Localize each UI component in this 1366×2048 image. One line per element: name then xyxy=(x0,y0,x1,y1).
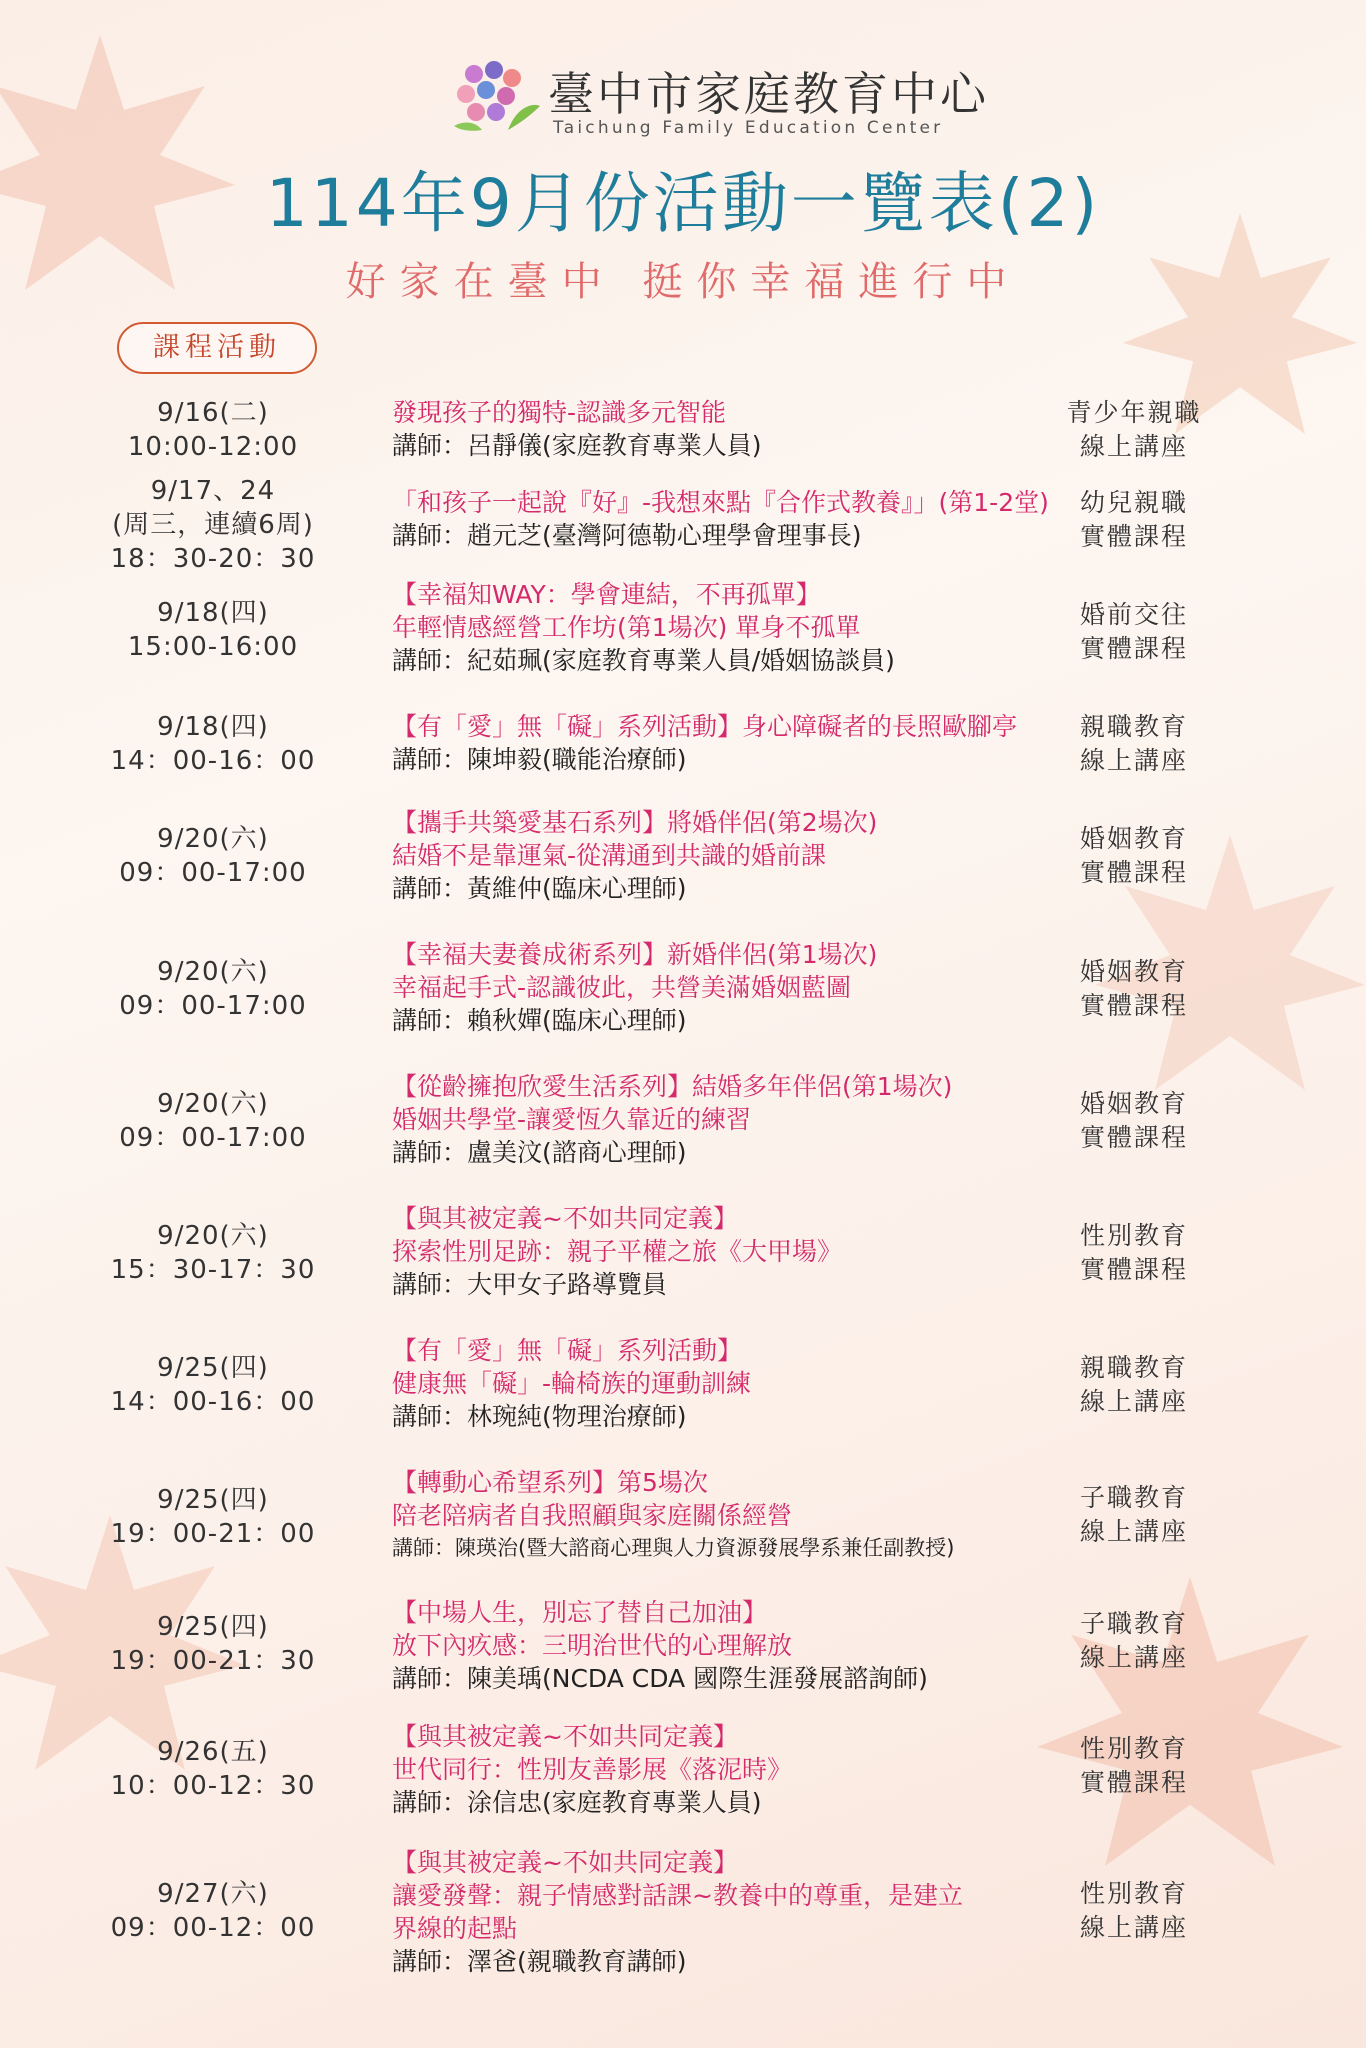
slogan: 好家在臺中 挺你幸福進行中 xyxy=(345,259,1021,305)
activity-title-line: 放下內疚感：三明治世代的心理解放 xyxy=(392,1631,793,1660)
activity-title-line: 【從齡擁抱欣愛生活系列】結婚多年伴侶(第1場次) xyxy=(392,1072,953,1101)
activity-title-line: 年輕情感經營工作坊(第1場次) 單身不孤單 xyxy=(392,613,861,642)
activity-speaker: 講師：黃維仲(臨床心理師) xyxy=(392,874,687,903)
activity-content xyxy=(392,1070,1042,1169)
activity-category xyxy=(1054,1732,1214,1800)
activity-category xyxy=(1054,486,1214,554)
activity-category xyxy=(1054,598,1214,666)
activity-category-format: 線上講座 xyxy=(1079,432,1188,461)
activity-date-day: 9/20(六) xyxy=(157,824,269,854)
activity-category-type: 婚前交往 xyxy=(1079,600,1188,629)
activity-category-type: 親職教育 xyxy=(1079,1353,1188,1382)
activity-date-time: 15:00-16:00 xyxy=(127,632,299,662)
activity-date xyxy=(90,1351,336,1419)
org-name-english: Taichung Family Education Center xyxy=(553,118,944,138)
activity-category-type: 婚姻教育 xyxy=(1079,957,1188,986)
activity-category xyxy=(1054,1877,1214,1945)
activity-speaker: 講師：涂信忠(家庭教育專業人員) xyxy=(392,1788,762,1817)
activity-title-line: 發現孩子的獨特-認識多元智能 xyxy=(392,398,727,427)
activity-content xyxy=(392,710,1042,776)
activity-date-day: 9/26(五) xyxy=(157,1737,269,1767)
activity-speaker: 講師：大甲女子路導覽員 xyxy=(392,1270,668,1299)
activity-date xyxy=(90,396,336,464)
activity-date-day: 9/20(六) xyxy=(157,1221,269,1251)
activity-title-line: 【與其被定義~不如共同定義】 xyxy=(392,1722,738,1751)
activity-date-day: 9/18(四) xyxy=(157,712,269,742)
activity-date xyxy=(90,1610,336,1678)
activity-category xyxy=(1054,1087,1214,1155)
activity-category-format: 實體課程 xyxy=(1079,1123,1188,1152)
activity-category-format: 實體課程 xyxy=(1079,522,1188,551)
activity-category-format: 線上講座 xyxy=(1079,1517,1188,1546)
activity-speaker: 講師：陳美瑀(NCDA CDA 國際生涯發展諮詢師) xyxy=(392,1664,928,1693)
activity-content xyxy=(392,396,1042,462)
activity-category-type: 性別教育 xyxy=(1079,1221,1188,1250)
activity-category xyxy=(1054,1219,1214,1287)
family-center-logo xyxy=(446,56,542,136)
activity-date-day: 9/16(二) xyxy=(157,398,269,428)
activity-date-time: 09：00-12：00 xyxy=(110,1913,316,1943)
activity-date xyxy=(90,596,336,664)
activity-date-time: 10：00-12：30 xyxy=(110,1771,316,1801)
page-header xyxy=(0,0,1366,310)
activity-category-format: 實體課程 xyxy=(1079,634,1188,663)
activity-title-line: 【與其被定義~不如共同定義】 xyxy=(392,1848,738,1877)
activity-date xyxy=(90,1219,336,1287)
activity-title-line: 「和孩子一起說『好』-我想來點『合作式教養』」(第1-2堂) xyxy=(392,488,1049,517)
activity-date-time: 10:00-12:00 xyxy=(127,432,299,462)
activity-category xyxy=(1054,396,1214,464)
activity-date-time: 18：30-20：30 xyxy=(110,544,316,574)
activity-category-format: 線上講座 xyxy=(1079,1913,1188,1942)
activity-category xyxy=(1054,955,1214,1023)
activity-date-time: 09：00-17:00 xyxy=(119,991,307,1021)
activity-content xyxy=(392,1202,1042,1301)
section-label: 課程活動 xyxy=(117,322,317,374)
activity-title-line: 【幸福知WAY：學會連結，不再孤單】 xyxy=(392,580,821,609)
activity-speaker: 講師：盧美汶(諮商心理師) xyxy=(392,1138,687,1167)
activity-speaker: 講師：陳瑛治(暨大諮商心理與人力資源發展學系兼任副教授) xyxy=(392,1536,955,1560)
activity-category-type: 青少年親職 xyxy=(1066,398,1202,427)
activity-content xyxy=(392,1466,1042,1565)
activity-category-format: 實體課程 xyxy=(1079,1255,1188,1284)
activity-title-line: 婚姻共學堂-讓愛恆久靠近的練習 xyxy=(392,1105,752,1134)
activity-title-line: 【與其被定義~不如共同定義】 xyxy=(392,1204,738,1233)
activity-category-type: 性別教育 xyxy=(1079,1734,1188,1763)
activity-speaker: 講師：賴秋嬋(臨床心理師) xyxy=(392,1006,687,1035)
activity-date-day: 9/25(四) xyxy=(157,1353,269,1383)
activity-title-line: 世代同行：性別友善影展《落泥時》 xyxy=(392,1755,793,1784)
page-title: 114年9月份活動一覽表(2) xyxy=(265,165,1101,242)
activity-date xyxy=(90,1735,336,1803)
activity-category xyxy=(1054,1351,1214,1419)
activity-title-line: 讓愛發聲：親子情感對話課~教養中的尊重，是建立 xyxy=(392,1881,963,1910)
activity-category-type: 子職教育 xyxy=(1079,1609,1188,1638)
activity-category-format: 實體課程 xyxy=(1079,1768,1188,1797)
activity-date-day: 9/20(六) xyxy=(157,1089,269,1119)
activity-date xyxy=(90,1877,336,1945)
activity-title-line: 結婚不是靠運氣-從溝通到共識的婚前課 xyxy=(392,841,827,870)
activity-title-line: 【有「愛」無「礙」系列活動】身心障礙者的長照歐腳亭 xyxy=(392,712,1018,741)
activity-category xyxy=(1054,1481,1214,1549)
activity-category-format: 實體課程 xyxy=(1079,858,1188,887)
activity-speaker: 講師：澤爸(親職教育講師) xyxy=(392,1947,687,1976)
activity-content xyxy=(392,1334,1042,1433)
activity-date-time: 09：00-17:00 xyxy=(119,1123,307,1153)
activity-content xyxy=(392,486,1049,552)
activity-date-day: 9/25(四) xyxy=(157,1612,269,1642)
activity-date xyxy=(90,474,336,576)
activity-date-time: (周三，連續6周) xyxy=(112,510,314,540)
activity-date xyxy=(90,822,336,890)
activity-category-type: 親職教育 xyxy=(1079,712,1188,741)
activity-category-type: 性別教育 xyxy=(1079,1879,1188,1908)
activity-content xyxy=(392,806,1042,905)
activity-date-day: 9/20(六) xyxy=(157,957,269,987)
activity-date xyxy=(90,710,336,778)
activity-date-time: 19：00-21：00 xyxy=(110,1519,316,1549)
activity-date-day: 9/27(六) xyxy=(157,1879,269,1909)
activity-date-day: 9/18(四) xyxy=(157,598,269,628)
activity-category xyxy=(1054,822,1214,890)
activity-date-day: 9/25(四) xyxy=(157,1485,269,1515)
activity-content xyxy=(392,1846,1042,1978)
activity-category-type: 子職教育 xyxy=(1079,1483,1188,1512)
activity-content xyxy=(392,1720,1042,1819)
activity-date-day: 9/17、24 xyxy=(150,476,276,506)
activity-category-type: 婚姻教育 xyxy=(1079,1089,1188,1118)
activity-title-line: 【轉動心希望系列】第5場次 xyxy=(392,1468,708,1497)
activity-category xyxy=(1054,1607,1214,1675)
activity-category-format: 線上講座 xyxy=(1079,1643,1188,1672)
activity-title-line: 【有「愛」無「礙」系列活動】 xyxy=(392,1336,743,1365)
activity-content xyxy=(392,578,1042,677)
activity-title-line: 【中場人生，別忘了替自己加油】 xyxy=(392,1598,768,1627)
activity-date xyxy=(90,1483,336,1551)
activity-title-line: 探索性別足跡：親子平權之旅《大甲場》 xyxy=(392,1237,843,1266)
activity-speaker: 講師：林琬純(物理治療師) xyxy=(392,1402,687,1431)
activity-speaker: 講師：紀茹珮(家庭教育專業人員/婚姻協談員) xyxy=(392,646,895,675)
activity-speaker: 講師：趙元芝(臺灣阿德勒心理學會理事長) xyxy=(392,521,862,550)
activity-speaker: 講師：呂靜儀(家庭教育專業人員) xyxy=(392,431,762,460)
activity-date-time: 19：00-21：30 xyxy=(110,1646,316,1676)
activity-category-type: 幼兒親職 xyxy=(1079,488,1188,517)
activity-date xyxy=(90,955,336,1023)
activity-category-format: 線上講座 xyxy=(1079,1387,1188,1416)
activity-content xyxy=(392,1596,1042,1695)
activity-title-line: 【幸福夫妻養成術系列】新婚伴侶(第1場次) xyxy=(392,940,878,969)
activity-title-line: 【攜手共築愛基石系列】將婚伴侶(第2場次) xyxy=(392,808,878,837)
org-name: 臺中市家庭教育中心 xyxy=(548,67,989,121)
activity-date-time: 14：00-16：00 xyxy=(110,1387,316,1417)
activity-title-line: 界線的起點 xyxy=(392,1914,518,1943)
activity-content xyxy=(392,938,1042,1037)
activity-title-line: 幸福起手式-認識彼此，共營美滿婚姻藍圖 xyxy=(392,973,852,1002)
activity-title-line: 陪老陪病者自我照顧與家庭關係經營 xyxy=(392,1501,793,1530)
activity-category xyxy=(1054,710,1214,778)
activity-date-time: 15：30-17：30 xyxy=(110,1255,316,1285)
activity-speaker: 講師：陳坤毅(職能治療師) xyxy=(392,745,687,774)
activity-category-format: 線上講座 xyxy=(1079,746,1188,775)
activity-date-time: 14：00-16：00 xyxy=(110,746,316,776)
activity-category-format: 實體課程 xyxy=(1079,991,1188,1020)
activity-title-line: 健康無「礙」-輪椅族的運動訓練 xyxy=(392,1369,752,1398)
activity-category-type: 婚姻教育 xyxy=(1079,824,1188,853)
activity-date-time: 09：00-17:00 xyxy=(119,858,307,888)
activity-date xyxy=(90,1087,336,1155)
